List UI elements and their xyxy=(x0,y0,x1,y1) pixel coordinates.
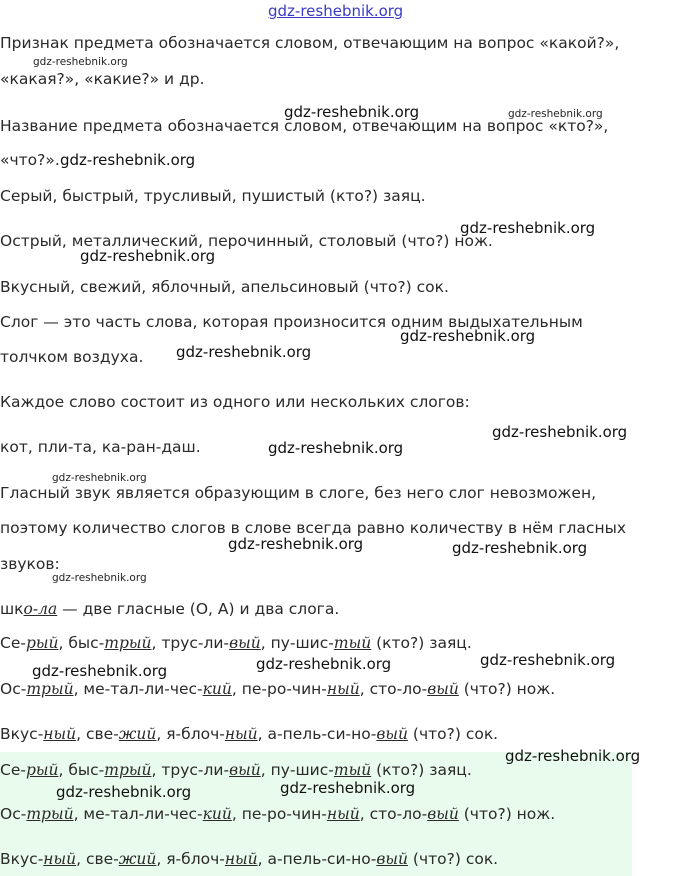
underlined-syllable: ный xyxy=(224,725,258,743)
underlined-syllable: вый xyxy=(427,805,459,823)
sentence-line: Вкусный, свежий, яблочный, апельсиновый (что?) сок. xyxy=(0,278,449,296)
text-segment: , я-блоч- xyxy=(156,850,225,868)
example-shkola xyxy=(0,600,339,618)
text-segment: Вкус- xyxy=(0,725,44,743)
paragraph-line: Название предмета обозначается словом, отвечающим на вопрос «кто?», xyxy=(0,117,609,135)
underlined-syllable: ный xyxy=(43,725,77,743)
text-segment: Се- xyxy=(0,634,26,652)
watermark: gdz-reshebnik.org xyxy=(32,662,168,680)
watermark: gdz-reshebnik.org xyxy=(52,572,147,584)
text-segment: — две гласные (О, А) и два слога. xyxy=(57,600,340,618)
text-segment: , а-пель-си-но- xyxy=(257,850,377,868)
underlined-syllable: трый xyxy=(26,805,74,823)
text-segment: Ос- xyxy=(0,680,27,698)
underlined-syllable: вый xyxy=(229,761,261,779)
underlined-syllable: ный xyxy=(326,680,360,698)
underlined-syllable: вый xyxy=(376,725,408,743)
watermark: gdz-reshebnik.org xyxy=(460,219,596,237)
text-segment: , пе-ро-чин- xyxy=(231,680,327,698)
paragraph-line: Каждое слово состоит из одного или нескольких слогов: xyxy=(0,393,470,411)
sentence-line: Серый, быстрый, трусливый, пушистый (кто?) заяц. xyxy=(0,187,426,205)
syllable-row xyxy=(0,634,472,652)
text-segment: , пе-ро-чин- xyxy=(231,805,327,823)
paragraph-line: толчком воздуха. xyxy=(0,348,144,366)
text-segment: (что?) сок. xyxy=(407,850,499,868)
text-segment: шк xyxy=(0,600,24,618)
paragraph-line: Слог — это часть слова, которая произносится одним выдыхательным xyxy=(0,313,583,331)
paragraph-line: звуков: xyxy=(0,555,60,573)
text-segment: , трус-ли- xyxy=(151,761,230,779)
text-segment: (что?) нож. xyxy=(458,680,556,698)
underlined-syllable: жий xyxy=(118,725,157,743)
sentence-line: Острый, металлический, перочинный, столовый (что?) нож. xyxy=(0,232,493,250)
paragraph-line: Гласный звук является образующим в слоге, без него слог невозможен, xyxy=(0,484,597,502)
watermark: gdz-reshebnik.org xyxy=(280,779,416,797)
text-segment: Ос- xyxy=(0,805,27,823)
underlined-syllable: рый xyxy=(25,634,59,652)
watermark: gdz-reshebnik.org xyxy=(508,108,603,120)
underlined-syllable: трый xyxy=(104,761,152,779)
underlined-syllable: трый xyxy=(104,634,152,652)
syllable-row xyxy=(0,805,555,823)
text-segment: , све- xyxy=(76,850,119,868)
paragraph-line: «какая?», «какие?» и др. xyxy=(0,70,205,88)
underlined-syllable: о-ла xyxy=(23,600,58,618)
watermark: gdz-reshebnik.org xyxy=(452,539,588,557)
syllable-row xyxy=(0,680,555,698)
text-segment: , а-пель-си-но- xyxy=(257,725,377,743)
text-segment: , я-блоч- xyxy=(156,725,225,743)
underlined-syllable: тый xyxy=(333,634,372,652)
underlined-syllable: вый xyxy=(376,850,408,868)
underlined-syllable: ный xyxy=(43,850,77,868)
syllable-row xyxy=(0,725,498,743)
text-segment: , сто-ло- xyxy=(359,680,428,698)
text-segment: , сто-ло- xyxy=(359,805,428,823)
text-segment: (что?) сок. xyxy=(407,725,499,743)
underlined-syllable: рый xyxy=(25,761,59,779)
watermark: gdz-reshebnik.org xyxy=(284,103,420,121)
watermark: gdz-reshebnik.org xyxy=(492,423,628,441)
syllable-row xyxy=(0,761,472,779)
watermark: gdz-reshebnik.org xyxy=(33,56,128,68)
text-segment: (кто?) заяц. xyxy=(371,761,472,779)
watermark: gdz-reshebnik.org xyxy=(228,535,364,553)
paragraph-line: Признак предмета обозначается словом, отвечающим на вопрос «какой?», xyxy=(0,34,620,52)
underlined-syllable: кий xyxy=(202,805,232,823)
watermark: gdz-reshebnik.org xyxy=(176,343,312,361)
watermark: gdz-reshebnik.org xyxy=(80,247,216,265)
text-segment: , быс- xyxy=(58,634,105,652)
underlined-syllable: вый xyxy=(427,680,459,698)
text-segment: , ме-тал-ли-чес- xyxy=(73,680,203,698)
underlined-syllable: ный xyxy=(224,850,258,868)
text-segment: , пу-шис- xyxy=(260,761,334,779)
underlined-syllable: трый xyxy=(26,680,74,698)
text-segment: (что?) нож. xyxy=(458,805,556,823)
text-segment: , быс- xyxy=(58,761,105,779)
watermark: gdz-reshebnik.org xyxy=(60,151,196,169)
underlined-syllable: жий xyxy=(118,850,157,868)
paragraph-line: «что?». xyxy=(0,151,60,169)
paragraph-line: поэтому количество слогов в слове всегда равно количеству в нём гласных xyxy=(0,519,626,537)
watermark: gdz-reshebnik.org xyxy=(52,472,147,484)
watermark: gdz-reshebnik.org xyxy=(400,327,536,345)
underlined-syllable: ный xyxy=(326,805,360,823)
top-watermark-link[interactable]: gdz-reshebnik.org xyxy=(268,2,404,20)
watermark: gdz-reshebnik.org xyxy=(268,439,404,457)
watermark: gdz-reshebnik.org xyxy=(505,747,641,765)
watermark: gdz-reshebnik.org xyxy=(480,651,616,669)
paragraph-line: кот, пли-та, ка-ран-даш. xyxy=(0,438,201,456)
text-segment: , трус-ли- xyxy=(151,634,230,652)
watermark: gdz-reshebnik.org xyxy=(56,783,192,801)
text-segment: Се- xyxy=(0,761,26,779)
watermark: gdz-reshebnik.org xyxy=(256,655,392,673)
text-segment: , пу-шис- xyxy=(260,634,334,652)
text-segment: , ме-тал-ли-чес- xyxy=(73,805,203,823)
underlined-syllable: кий xyxy=(202,680,232,698)
underlined-syllable: тый xyxy=(333,761,372,779)
text-segment: , све- xyxy=(76,725,119,743)
text-segment: (кто?) заяц. xyxy=(371,634,472,652)
underlined-syllable: вый xyxy=(229,634,261,652)
text-segment: Вкус- xyxy=(0,850,44,868)
syllable-row xyxy=(0,850,498,868)
